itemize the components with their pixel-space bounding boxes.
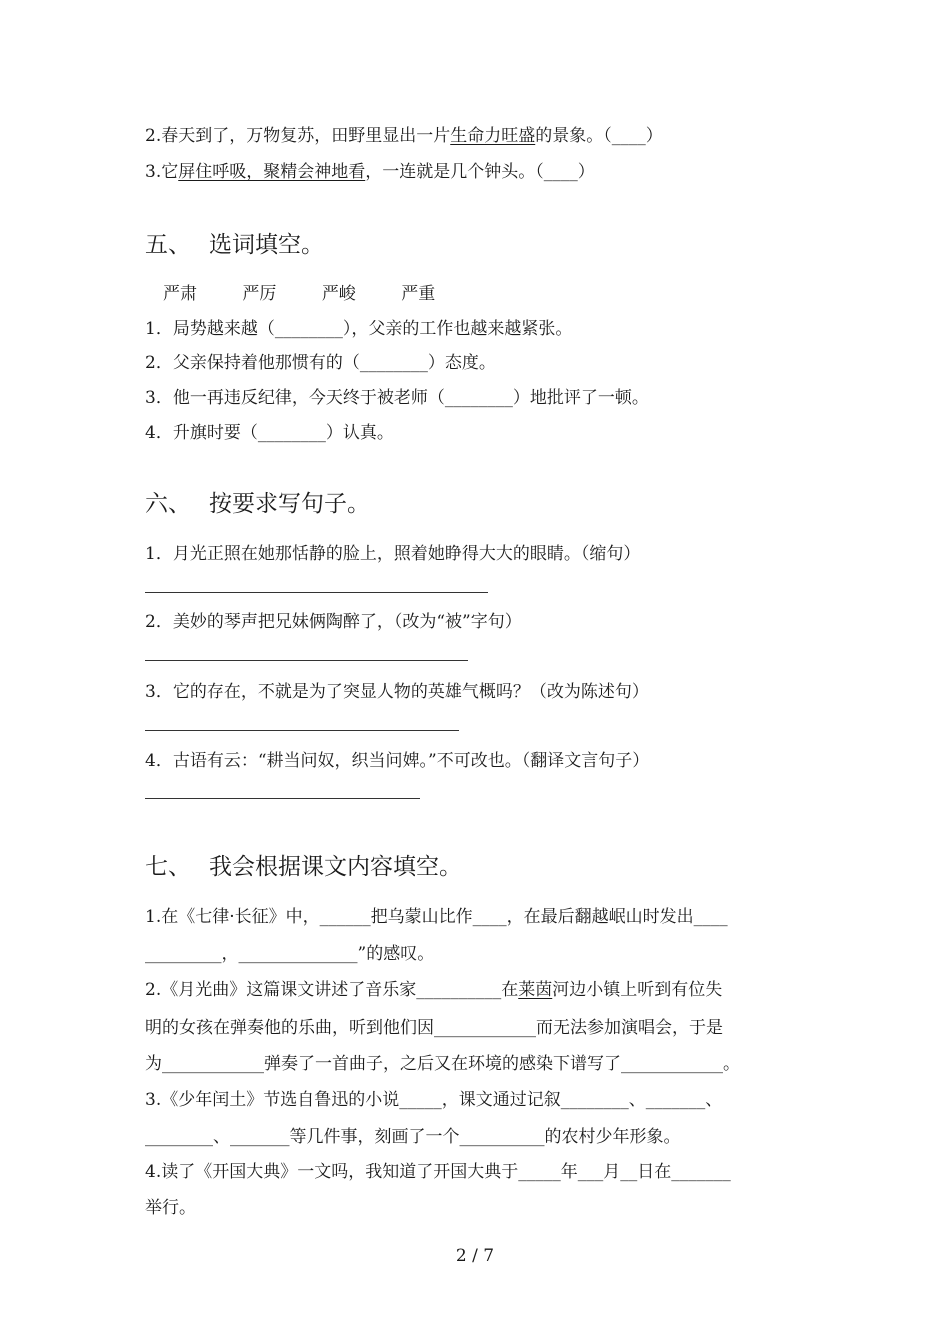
- fill-item: 4．升旗时要（________）认真。: [145, 423, 394, 443]
- underlined-place: 莱茵: [518, 980, 553, 1000]
- fill-line: 1.在《七律·长征》中，______把乌蒙山比作____，在最后翻越岷山时发出____: [145, 907, 728, 927]
- fill-line: _________，______________”的感叹。: [145, 944, 435, 964]
- q-text: ，一连就是几个钟头。（____）: [365, 162, 595, 182]
- section-6-heading: [145, 485, 370, 518]
- rewrite-item: 4．古语有云：“耕当问奴，织当问婢。”不可改也。（翻译文言句子）: [145, 751, 650, 771]
- word-option: 严肃: [163, 284, 197, 304]
- section-title: 按要求写句子。: [209, 491, 370, 517]
- fill-item: 2．父亲保持着他那惯有的（________）态度。: [145, 353, 496, 373]
- underlined-phrase: 生命力旺盛: [450, 126, 536, 146]
- rewrite-item: 3．它的存在，不就是为了突显人物的英雄气概吗？（改为陈述句）: [145, 682, 649, 702]
- word-bank: [163, 279, 475, 304]
- section-number: 七、: [145, 854, 191, 880]
- section-number: 五、: [145, 232, 191, 258]
- q-text: 3.它: [145, 162, 179, 182]
- rewrite-item: 2．美妙的琴声把兄妹俩陶醉了，（改为“被”字句）: [145, 612, 522, 632]
- fill-line: 3.《少年闰土》节选自鲁迅的小说_____，课文通过记叙________、_______、: [145, 1090, 723, 1110]
- word-option: 严峻: [321, 284, 356, 304]
- answer-line[interactable]: [145, 730, 459, 731]
- fill-line: [145, 975, 722, 1000]
- fill-line: 为____________弹奏了一首曲子，之后又在环境的感染下谱写了____________。: [145, 1054, 740, 1074]
- word-option: 严厉: [242, 284, 277, 304]
- q-text: 2.春天到了，万物复苏，田野里显出一片: [145, 126, 451, 146]
- q-text: 河边小镇上听到有位失: [552, 980, 723, 1000]
- section-title: 我会根据课文内容填空。: [209, 854, 462, 880]
- q-text: 的景象。（____）: [535, 126, 663, 146]
- q-text: 2.《月光曲》这篇课文讲述了音乐家__________在: [145, 980, 519, 1000]
- section-title: 选词填空。: [209, 232, 324, 258]
- question-4-3: [145, 157, 595, 182]
- answer-line[interactable]: [145, 660, 468, 661]
- section-7-heading: [145, 848, 462, 881]
- section-5-heading: [145, 226, 324, 259]
- fill-line: ________、_______等几件事，刻画了一个__________的农村少年形象。: [145, 1127, 681, 1147]
- word-option: 严重: [401, 284, 436, 304]
- section-number: 六、: [145, 491, 191, 517]
- fill-line: 举行。: [145, 1198, 196, 1218]
- page-number: 2 / 7: [455, 1246, 495, 1266]
- fill-line: 4.读了《开国大典》一文吗，我知道了开国大典于_____年___月__日在_______: [145, 1162, 731, 1182]
- rewrite-item: 1．月光正照在她那恬静的脸上，照着她睁得大大的眼睛。（缩句）: [145, 544, 641, 564]
- underlined-phrase: 屏住呼吸，聚精会神地看: [178, 162, 366, 182]
- fill-item: 1．局势越来越（________），父亲的工作也越来越紧张。: [145, 319, 573, 339]
- answer-line[interactable]: [145, 592, 488, 593]
- fill-line: 明的女孩在弹奏他的乐曲，听到他们因____________而无法参加演唱会，于是: [145, 1018, 723, 1038]
- question-4-2: [145, 121, 663, 146]
- answer-line[interactable]: [145, 798, 420, 799]
- fill-item: 3．他一再违反纪律，今天终于被老师（________）地批评了一顿。: [145, 388, 649, 408]
